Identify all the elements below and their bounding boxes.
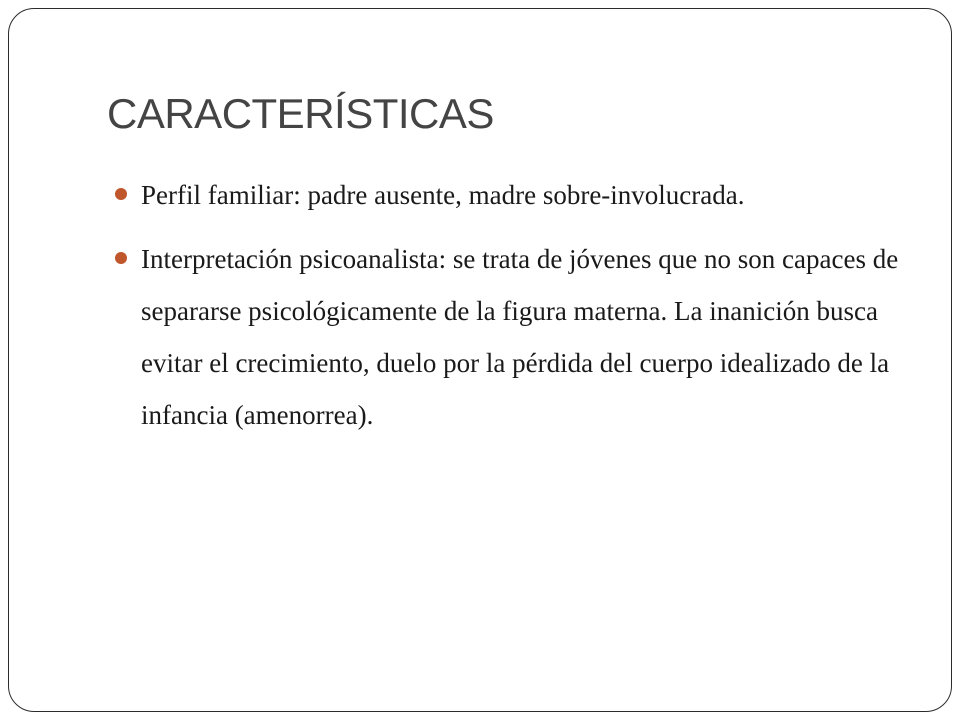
bullet-item-psychoanalytic-interpretation [115, 233, 915, 441]
bullet-text: Perfil familiar: padre ausente, madre sobre-involucrada. [141, 180, 745, 210]
bullet-dot-icon [115, 252, 127, 264]
bullet-list [115, 169, 915, 453]
slide-title: CARACTERÍSTICAS [107, 90, 494, 137]
slide-frame [8, 8, 952, 712]
bullet-dot-icon [115, 188, 127, 200]
bullet-item-family-profile [115, 169, 915, 221]
bullet-text: Interpretación psicoanalista: se trata de jóvenes que no son capaces de separarse psicológicamente de la figura materna. La inanición busca evitar el crecimiento, duelo por la pérdida del cuerpo idealizado de la infancia (amenorrea). [141, 244, 899, 430]
